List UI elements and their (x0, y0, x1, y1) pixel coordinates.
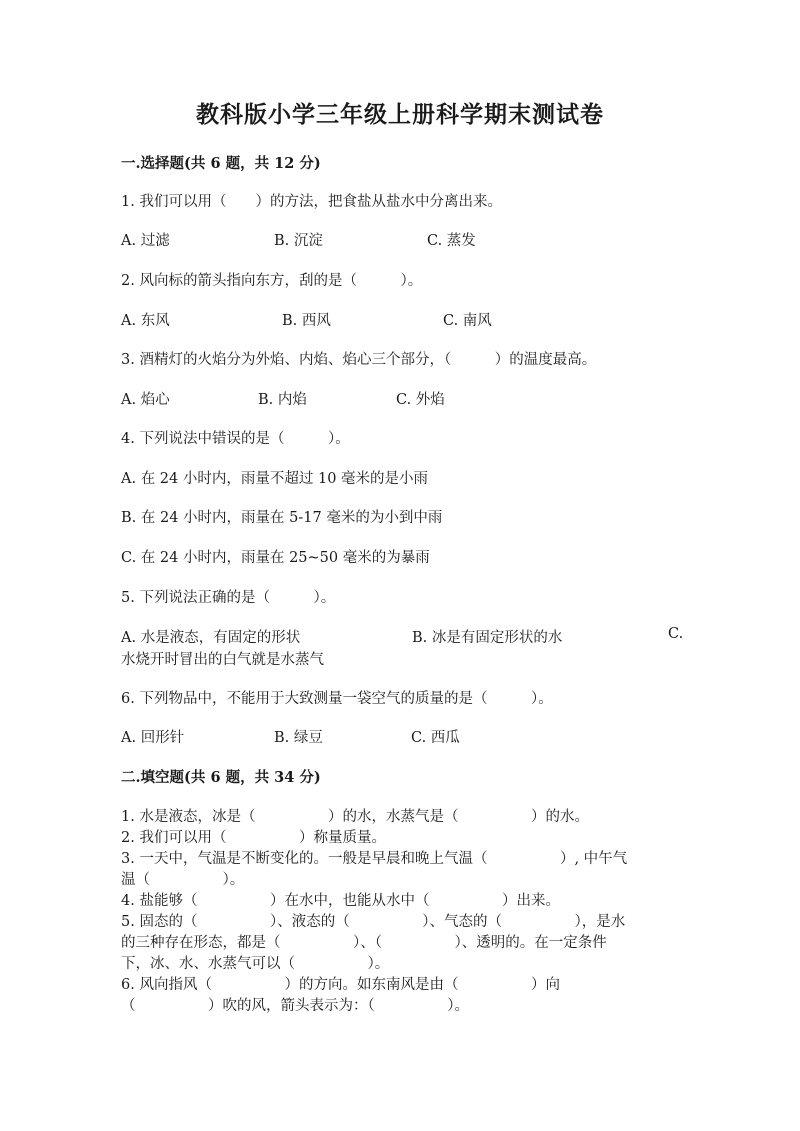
question-5: 5. 下列说法正确的是（ ）。 (121, 590, 336, 606)
q2-option-b: B. 西风 (282, 313, 331, 329)
question-3: 3. 酒精灯的火焰分为外焰、内焰、焰心三个部分，（ ）的温度最高。 (121, 352, 597, 368)
q5-option-c-text: 水烧开时冒出的白气就是水蒸气 (121, 652, 324, 668)
fill-line-4: 温（ ）。 (121, 872, 245, 888)
q2-option-c: C. 南风 (443, 313, 492, 329)
q4-option-c: C. 在 24 小时内，雨量在 25~50 毫米的为暴雨 (121, 550, 430, 566)
q6-option-c: C. 西瓜 (411, 730, 460, 746)
question-4: 4. 下列说法中错误的是（ ）。 (121, 431, 350, 447)
question-6: 6. 下列物品中，不能用于大致测量一袋空气的质量的是（ ）。 (121, 691, 553, 707)
fill-line-1: 1. 水是液态，冰是（ ）的水，水蒸气是（ ）的水。 (121, 809, 589, 825)
q5-option-c-label: C. (668, 626, 684, 642)
section-heading-fill: 二.填空题(共 6 题，共 34 分) (121, 769, 321, 786)
fill-line-5: 4. 盐能够（ ）在水中，也能从水中（ ）出来。 (121, 893, 560, 909)
section-heading-choice: 一.选择题(共 6 题，共 12 分) (121, 155, 321, 172)
q1-option-b: B. 沉淀 (274, 233, 323, 249)
q3-option-c: C. 外焰 (396, 392, 445, 408)
q3-option-b: B. 内焰 (258, 392, 307, 408)
q3-option-a: A. 焰心 (121, 392, 170, 408)
fill-line-7: 的三种存在形态，都是（ ）、（ ）、透明的。在一定条件 (121, 935, 607, 951)
fill-line-8: 下，冰、水、水蒸气可以（ ）。 (121, 956, 390, 972)
q4-option-b: B. 在 24 小时内，雨量在 5-17 毫米的为小到中雨 (121, 510, 443, 526)
q5-option-a: A. 水是液态，有固定的形状 (121, 630, 301, 646)
fill-line-6: 5. 固态的（ ）、液态的（ ）、气态的（ ），是水 (121, 914, 626, 930)
q6-option-b: B. 绿豆 (274, 730, 323, 746)
q1-option-c: C. 蒸发 (427, 233, 476, 249)
q5-option-b: B. 冰是有固定形状的水 (412, 630, 563, 646)
q6-option-a: A. 回形针 (121, 730, 185, 746)
fill-line-9: 6. 风向指风（ ）的方向。如东南风是由（ ）向 (121, 977, 560, 993)
page-title: 教科版小学三年级上册科学期末测试卷 (196, 101, 604, 128)
fill-line-2: 2. 我们可以用（ ）称量质量。 (121, 830, 386, 846)
fill-line-3: 3. 一天中，气温是不断变化的。一般是早晨和晚上气温（ ）, 中午气 (121, 851, 628, 867)
q2-option-a: A. 东风 (121, 313, 170, 329)
q1-option-a: A. 过滤 (121, 233, 170, 249)
question-1: 1. 我们可以用（ ）的方法，把食盐从盐水中分离出来。 (121, 194, 502, 210)
fill-line-10: （ ）吹的风，箭头表示为：（ ）。 (121, 998, 469, 1014)
q4-option-a: A. 在 24 小时内，雨量不超过 10 毫米的是小雨 (121, 471, 429, 487)
question-2: 2. 风向标的箭头指向东方，刮的是（ ）。 (121, 273, 423, 289)
